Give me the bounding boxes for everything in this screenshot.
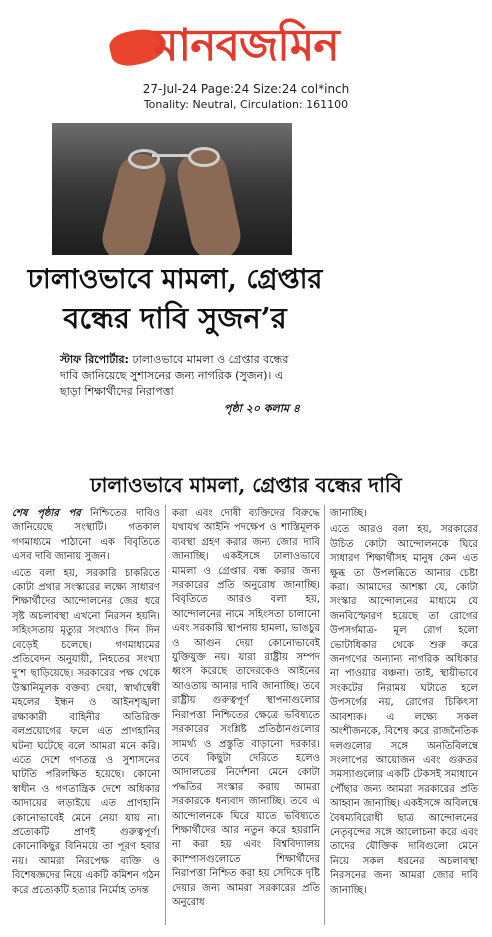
body-paragraph: শেষ পৃষ্ঠার পর নিশ্চিতের দাবিও জানিয়েছে সংস্থাটি। গতকাল গণমাধ্যমে পাঠানো এক বিবৃতিতে এসব দাবি জানায় সুজন।	[12, 508, 160, 563]
body-column-3	[330, 507, 478, 900]
continued-label: শেষ পৃষ্ঠার পর	[12, 508, 81, 519]
body-paragraph: জানাচ্ছি।	[330, 508, 367, 519]
body-column-2	[172, 507, 320, 912]
body-paragraph: করা এবং দোষী ব্যক্তিদের বিরুদ্ধে যথাযথ আইনি পদক্ষেপ ও শাস্তিমূলক ব্যবস্থা গ্রহণ করার জন্য জোর দাবি জানাচ্ছি। একইসঙ্গে ঢালাওভাবে মামলা ও গ্রেপ্তার বন্ধ করার জন্য সরকারের প্রতি অনুরোধ জানাচ্ছি। বিবৃতিতে আরও বলা হয়, আন্দোলনের নামে সহিংসতা চালানো এবং সরকারি স্থাপনায় হামলা, ভাঙচুর ও আগুন দেয়া কোনোভাবেই যুক্তিযুক্ত নয়। যারা রাষ্ট্রীয় সম্পদ ধ্বংস করেছে তাদেরকেও আইনের আওতায় আনার দাবি জানাচ্ছি। তবে রাষ্ট্রীয় গুরুত্বপূর্ণ স্থাপনাগুলোর নিরাপত্তা নিশ্চিতের ক্ষেত্রে ভবিষ্যতে সরকারের সংশ্লিষ্ট প্রতিষ্ঠানগুলোর সামর্থ্য ও প্রস্তুতি বাড়ানো দরকার। তবে কিছুটা দেরিতে হলেও আদালতের নির্দেশনা মেনে কোটা পদ্ধতির সংস্কার করায় আমরা সরকারকে ধন্যবাদ জানাচ্ছি। তবে এ আন্দোলনকে ঘিরে যাতে ভবিষ্যতে শিক্ষার্থীদের আর নতুন করে হয়রানি না করা হয় এবং বিশ্ববিদ্যালয় ক্যাম্পাসগুলোতে শিক্ষার্থীদের নিরাপত্তা নিশ্চিত করা হয় সেদিকে দৃষ্টি দেয়ার জন্য আমরা সরকারের প্রতি অনুরোধ	[172, 508, 320, 908]
jump-reference: পৃষ্ঠা ২০ কলাম ৪	[224, 402, 300, 415]
newspaper-masthead	[110, 10, 390, 74]
clip-meta-page-size: 27-Jul-24 Page:24 Size:24 col*inch	[142, 82, 350, 96]
body-paragraph: এতে বলা হয়, সরকারি চাকরিতে কোটা প্রথার সংস্কারের লক্ষ্যে সাধারণ শিক্ষার্থীদের আন্দোলনের জের ধরে সৃষ্ট অচলাবস্থা এখনো নিরসন হয়নি। সহিংসতায় মৃত্যুর সংখ্যাও দিন দিন বেড়েই চলেছে। গণমাধ্যমের প্রতিবেদন অনুযায়ী, নিহতের সংখ্যা দু’শ ছাড়িয়েছে। সরকারের পক্ষ থেকে উস্কানিমূলক বক্তব্য দেয়া, স্বার্থান্বেষী মহলের ইন্ধন ও আইনশৃঙ্খলা রক্ষাকারী বাহিনীর অতিরিক্ত বলপ্রয়োগের ফলে এত প্রাণহানির ঘটনা ঘটেছে বলে আমরা মনে করি। এতে দেশে গণতন্ত্র ও সুশাসনের ঘাটতি পরিলক্ষিত হয়েছে। কোনো স্বাধীন ও গণতান্ত্রিক দেশে অধিকার আদায়ের লড়াইয়ে এত প্রাণহানি কোনোভাবেই মেনে নেয়া যায় না। প্রত্যেকটি প্রাণই গুরুত্বপূর্ণ। কোনোকিছুর বিনিময়ে তা পূরণ হবার নয়। আমরা নিরপেক্ষ ব্যক্তি ও বিশেষজ্ঞদের নিয়ে একটি কমিশন গঠন করে প্রত্যেকটি হত্যার নির্মোহ তদন্ত	[12, 567, 160, 896]
intro-teaser	[60, 352, 300, 417]
headline-line-1: ঢালাওভাবে মামলা, গ্রেপ্তার	[27, 264, 323, 295]
headline-line-2: বন্ধের দাবি সুজন’র	[63, 301, 287, 335]
handcuffs-photo	[52, 123, 292, 255]
byline: স্টাফ রিপোর্টার:	[60, 353, 129, 366]
masthead-name: মানবজমিন	[154, 20, 339, 71]
column-divider	[324, 505, 325, 925]
intro-text: ঢালাওভাবে মামলা ও গ্রেপ্তার বন্ধের দাবি জানিয়েছে সুশাসনের জন্য নাগরিক (সুজন)। এ ছাড়া শিক্ষার্থীদের নিরাপত্তা	[60, 353, 289, 398]
body-paragraph: এতে আরও বলা হয়, সরকারের উচিত কোটা আন্দোলনকে ঘিরে সাধারণ শিক্ষার্থীসহ মানুষ কেন এত ক্ষুব্ধ তা উপলব্ধিতে আনার চেষ্টা করা। আমাদের আশঙ্কা যে, কোটা সংস্কার আন্দোলনের মাধ্যমে যে জনবিস্ফোরণ হয়েছে তা রোগের উপসর্গমাত্র- মূল রোগ হলো ভোটাধিকার থেকে শুরু করে জনগণের অন্যান্য নাগরিক অধিকার না পাওয়ার বঞ্চনা। তাই, স্থায়ীভাবে সংকটের নিরাময় ঘটাতে হলে উপসর্গের নয়, রোগের চিকিৎসা আবশ্যক। এ লক্ষ্যে সকল অংশীজনকে, বিশেষ করে রাজনৈতিক দলগুলোর সঙ্গে অনতিবিলম্বে সংলাপের আয়োজন এবং গুরুতর সমস্যাগুলোর একটি টেকসই সমাধানে পৌঁছার জন্য আমরা সরকারের প্রতি আহ্বান জানাচ্ছি। একইসঙ্গে অবিলম্বে বৈষম্যবিরোধী ছাত্র আন্দোলনের নেতৃবৃন্দের সঙ্গে আলোচনা করে এবং তাদের যৌক্তিক দাবিগুলো মেনে নিয়ে সকল ধরনের অচলাবস্থা নিরসনের জন্য আমরা জোর দাবি জানাচ্ছি।	[330, 524, 478, 896]
clip-meta-tonality: Tonality: Neutral, Circulation: 161100	[143, 98, 349, 111]
body-column-1	[12, 507, 160, 900]
continuation-headline: ঢালাওভাবে মামলা, গ্রেপ্তার বন্ধের দাবি	[90, 473, 402, 497]
column-divider	[165, 505, 166, 925]
